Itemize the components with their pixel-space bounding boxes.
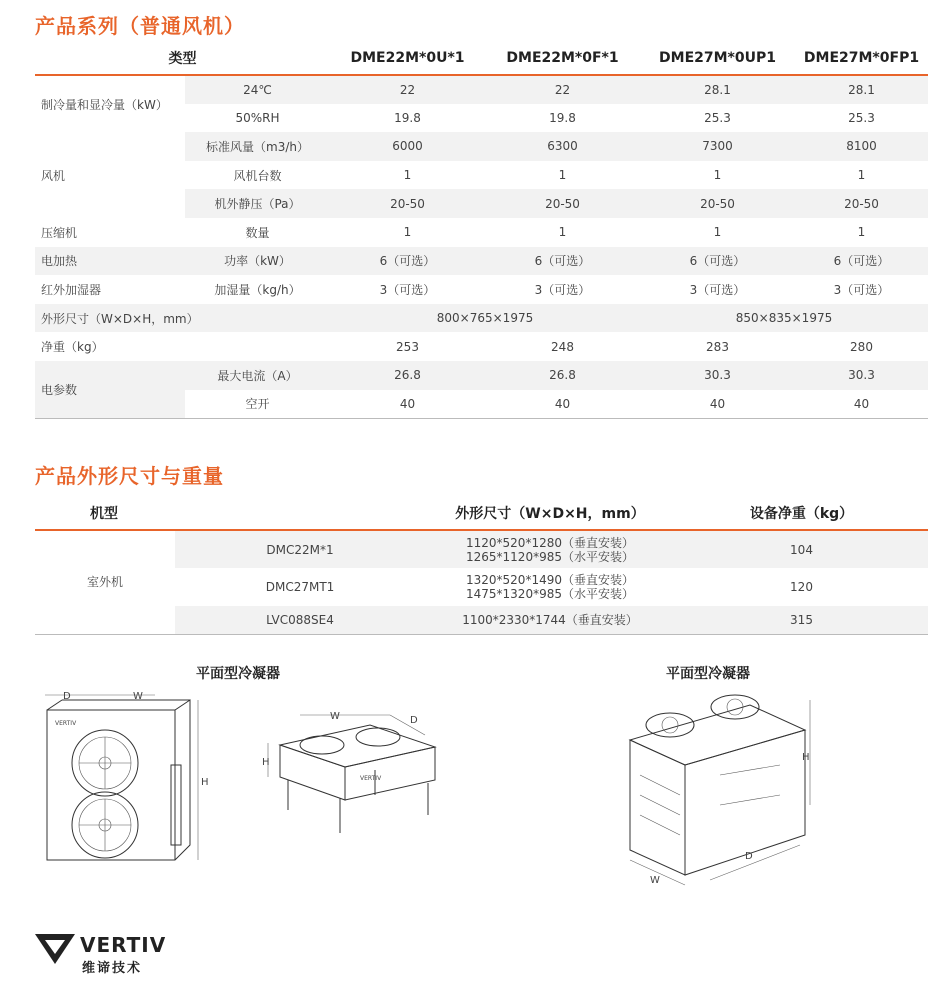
cell: 40 (554, 396, 571, 411)
group-cooling: 制冷量和显冷量（kW） (35, 75, 185, 132)
cell: 26.8 (485, 361, 640, 390)
model-cell: DMC22M*1 (175, 530, 425, 568)
cell: 6000 (330, 132, 485, 161)
brand-chinese: 维谛技术 (82, 961, 143, 976)
outdoor-unit-drawing (35, 685, 225, 870)
table-row (35, 275, 928, 304)
cell: 850×835×1975 (640, 304, 928, 333)
cell: 6（可选） (330, 247, 485, 276)
cell: 19.8 (394, 110, 421, 125)
table-row (35, 530, 928, 568)
dims-cell: 1100*2330*1744（垂直安装） (425, 606, 675, 634)
col-model-2: DME22M*0F*1 (485, 42, 640, 75)
col-model-3: DME27M*0UP1 (640, 42, 795, 75)
group-humidifier: 红外加湿器 (35, 275, 185, 304)
front-brand-label: VERTIV (360, 775, 382, 782)
row-sub: 加湿量（kg/h） (214, 282, 301, 297)
cell: 1 (857, 168, 866, 183)
model-cell: DMC27MT1 (265, 580, 335, 594)
dims-cell (425, 568, 675, 606)
col-weight: 设备净重（kg） (675, 497, 928, 530)
cell: 3（可选） (534, 282, 591, 297)
col-model: 机型 (35, 497, 175, 530)
vertiv-logo-icon (35, 930, 75, 966)
table-row (35, 75, 928, 104)
unit-brand-label: VERTIV (55, 720, 77, 727)
dim-label-d: D (63, 691, 71, 702)
dimensions-weight-table (35, 497, 928, 635)
dim-label-w3: W (650, 875, 660, 886)
group-outdoor: 室外机 (35, 530, 175, 634)
cell: 20-50 (330, 189, 485, 218)
weight-cell: 315 (675, 606, 928, 634)
drawing-title-left: 平面型冷凝器 (196, 666, 280, 682)
cell: 25.3 (704, 110, 731, 125)
dims-line: 1320*520*1490（垂直安装） (466, 573, 634, 587)
group-heater: 电加热 (35, 247, 185, 276)
section-title-dimensions-weight: 产品外形尺寸与重量 (35, 464, 224, 488)
row-sub: 功率（kW） (185, 247, 330, 276)
cell: 1 (403, 225, 412, 240)
cell: 1 (558, 168, 567, 183)
cell: 800×765×1975 (330, 304, 640, 333)
cell: 30.3 (795, 361, 928, 390)
dim-label-d2: D (410, 715, 418, 726)
weight-cell: 104 (675, 530, 928, 568)
cell: 283 (706, 339, 729, 354)
cell: 1 (713, 225, 722, 240)
cell: 7300 (640, 132, 795, 161)
dims-cell (425, 530, 675, 568)
table-row (35, 218, 928, 247)
row-sub: 机外静压（Pa） (185, 189, 330, 218)
cell: 40 (709, 396, 726, 411)
cell: 25.3 (848, 110, 875, 125)
col-dims: 外形尺寸（W×D×H，mm） (425, 497, 675, 530)
cell: 1 (558, 225, 567, 240)
cell: 3（可选） (833, 282, 890, 297)
group-fan: 风机 (35, 132, 185, 218)
cell: 28.1 (640, 75, 795, 104)
dim-label-d3: D (745, 851, 753, 862)
col-model-1: DME22M*0U*1 (330, 42, 485, 75)
table-row (35, 304, 928, 333)
cell: 1 (713, 168, 722, 183)
dim-label-h3: H (802, 752, 810, 763)
cell: 20-50 (485, 189, 640, 218)
group-electrical: 电参数 (35, 361, 185, 418)
row-sub: 最大电流（A） (185, 361, 330, 390)
row-sub: 空开 (245, 397, 270, 412)
cell: 248 (551, 339, 574, 354)
cell: 20-50 (640, 189, 795, 218)
row-sub: 标准风量（m3/h） (185, 132, 330, 161)
cell: 253 (396, 339, 419, 354)
dim-label-h: H (201, 777, 209, 788)
cell: 1 (857, 225, 866, 240)
cell: 3（可选） (379, 282, 436, 297)
section-title-product-series: 产品系列（普通风机） (35, 14, 245, 38)
table-row (35, 361, 928, 390)
drawing-title-right: 平面型冷凝器 (666, 666, 750, 682)
weight-cell: 120 (790, 580, 813, 594)
cell: 6（可选） (640, 247, 795, 276)
cell: 20-50 (795, 189, 928, 218)
vertical-condenser-drawing (610, 685, 830, 895)
dim-label-w: W (133, 691, 143, 702)
dims-line: 1265*1120*985（水平安装） (466, 549, 634, 564)
table-row (35, 332, 928, 361)
dims-line: 1475*1320*985（水平安装） (466, 587, 634, 601)
row-sub: 24℃ (185, 75, 330, 104)
cell: 28.1 (795, 75, 928, 104)
cell: 1 (403, 168, 412, 183)
cell: 6300 (485, 132, 640, 161)
cell: 6（可选） (795, 247, 928, 276)
cell: 40 (853, 396, 870, 411)
cell: 40 (399, 396, 416, 411)
dim-label-h2: H (262, 757, 270, 768)
dims-line: 1120*520*1280（垂直安装） (466, 535, 634, 550)
model-cell: LVC088SE4 (175, 606, 425, 634)
cell: 22 (485, 75, 640, 104)
cell: 8100 (795, 132, 928, 161)
horizontal-condenser-drawing (260, 705, 460, 845)
cell: 19.8 (549, 110, 576, 125)
cell: 22 (330, 75, 485, 104)
row-sub: 数量 (245, 225, 270, 240)
cell: 3（可选） (689, 282, 746, 297)
product-series-table (35, 42, 928, 419)
group-weight: 净重（kg） (35, 332, 330, 361)
group-compressor: 压缩机 (35, 218, 185, 247)
cell: 280 (850, 339, 873, 354)
table-row (35, 247, 928, 276)
group-dimensions: 外形尺寸（W×D×H，mm） (35, 304, 330, 333)
row-sub: 50%RH (235, 110, 280, 125)
cell: 30.3 (640, 361, 795, 390)
cell: 6（可选） (485, 247, 640, 276)
brand-name: VERTIV (80, 933, 167, 957)
table-row (35, 132, 928, 161)
row-sub: 风机台数 (233, 168, 282, 183)
dim-label-w2: W (330, 711, 340, 722)
cell: 26.8 (330, 361, 485, 390)
col-type: 类型 (35, 42, 330, 75)
col-model-4: DME27M*0FP1 (795, 42, 928, 75)
